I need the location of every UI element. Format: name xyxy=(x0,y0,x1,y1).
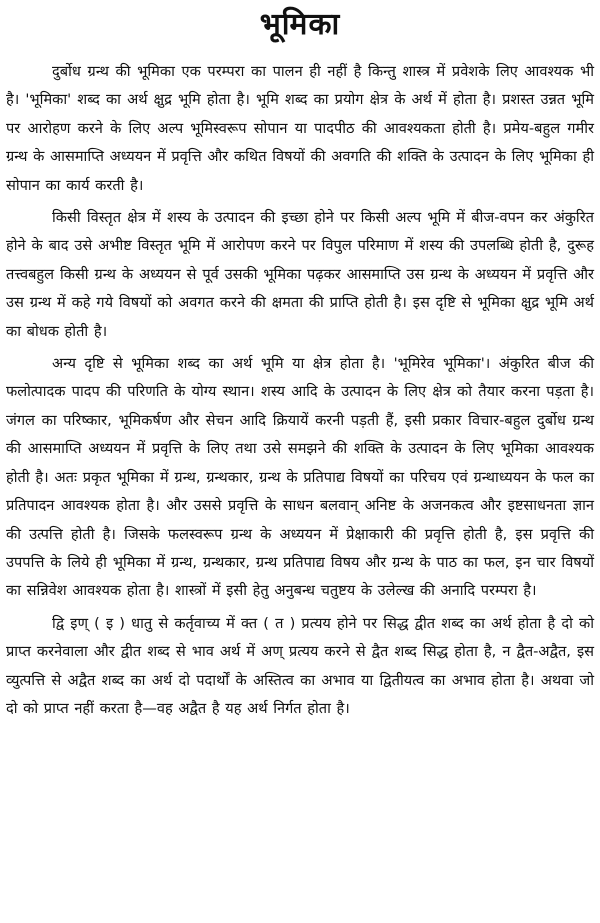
page-title: भूमिका xyxy=(259,7,341,42)
paragraph-3: अन्य दृष्टि से भूमिका शब्द का अर्थ भूमि या क्षेत्र होता है। 'भूमिरेव भूमिका'। अंकुरित बीज की फलोत्पादक पादप की परिणति के योग्य स्थान। शस्य आदि के उत्पादन के लिए क्षेत्र को तैयार करना पड़ता है। जंगल का परिष्कार, भूमिकर्षण और सेचन आदि क्रियायें करनी पड़ती हैं, इसी प्रकार विचार-बहुल दुर्बोध ग्रन्थ की आसमाप्ति अध्ययन में प्रवृत्ति के लिए तथा उसे समझने की शक्ति के उत्पादन के लिए भूमिका आवश्यक होती है। अतः प्रकृत भूमिका में ग्रन्थ, ग्रन्थकार, ग्रन्थ के प्रतिपाद्य विषयों का परिचय एवं ग्रन्थाध्ययन के फल का प्रतिपादन आवश्यक होता है। और उससे प्रवृत्ति के साधन बलवान् अनिष्ट के अजनकत्व और इष्टसाधनता ज्ञान की उत्पत्ति होती है। जिसके फलस्वरूप ग्रन्थ के अध्ययन में प्रेक्षाकारी की प्रवृत्ति होती है, इस प्रवृत्ति की उपपत्ति के लिये ही भूमिका में ग्रन्थ, ग्रन्थकार, ग्रन्थ प्रतिपाद्य विषय और ग्रन्थ के पाठ का फल, इन चार विषयों का सन्निवेश आवश्यक होता है। शास्त्रों में इसी हेतु अनुबन्ध चतुष्टय के उलेल्ख की अनादि परम्परा है। xyxy=(6,355,594,600)
paragraph-1: दुर्बोध ग्रन्थ की भूमिका एक परम्परा का पालन ही नहीं है किन्तु शास्त्र में प्रवेशके लिए आवश्यक भी है। 'भूमिका' शब्द का अर्थ क्षुद्र भूमि होता है। भूमि शब्द का प्रयोग क्षेत्र के अर्थ में होता है। प्रशस्त उन्नत भूमि पर आरोहण करने के लिए अल्प भूमिस्वरूप सोपान या पादपीठ की आवश्यकता होती है। प्रमेय-बहुल गमीर ग्रन्थ के आसमाप्ति अध्ययन में प्रवृत्ति और कथित विषयों की अवगति की शक्ति के उत्पादन के लिए भूमिका ही सोपान का कार्य करती है। xyxy=(6,63,594,194)
paragraph-2: किसी विस्तृत क्षेत्र में शस्य के उत्पादन की इच्छा होने पर किसी अल्प भूमि में बीज-वपन कर अंकुरित होने के बाद उसे अभीष्ट विस्तृत भूमि में आरोपण करने पर विपुल परिमाण में शस्य की उपलब्धि होती है, दुरूह तत्त्वबहुल किसी ग्रन्थ के अध्ययन से पूर्व उसकी भूमिका पढ़कर आसमाप्ति उस ग्रन्थ के अध्ययन में प्रवृत्ति और उस ग्रन्थ में कहे गये विषयों को अवगत करने की क्षमता की प्राप्ति होती है। इस दृष्टि से भूमिका क्षुद्र भूमि अर्थ का बोधक होती है। xyxy=(6,209,594,340)
paragraph-4: द्वि इण् ( इ ) धातु से कर्तृवाच्य में क्त ( त ) प्रत्यय होने पर सिद्ध द्वीत शब्द का अर्थ होता है दो को प्राप्त करनेवाला और द्वीत शब्द से भाव अर्थ में अण् प्रत्यय करने से द्वैत शब्द सिद्ध होता है, न द्वैत-अद्वैत, इस व्युत्पत्ति से अद्वैत शब्द का अर्थ दो पदार्थों के अस्तित्व का अभाव या द्वितीयत्व का अभाव होता है। अथवा जो दो को प्राप्त नहीं करता है—वह अद्वैत है यह अर्थ निर्गत होता है। xyxy=(6,614,594,717)
